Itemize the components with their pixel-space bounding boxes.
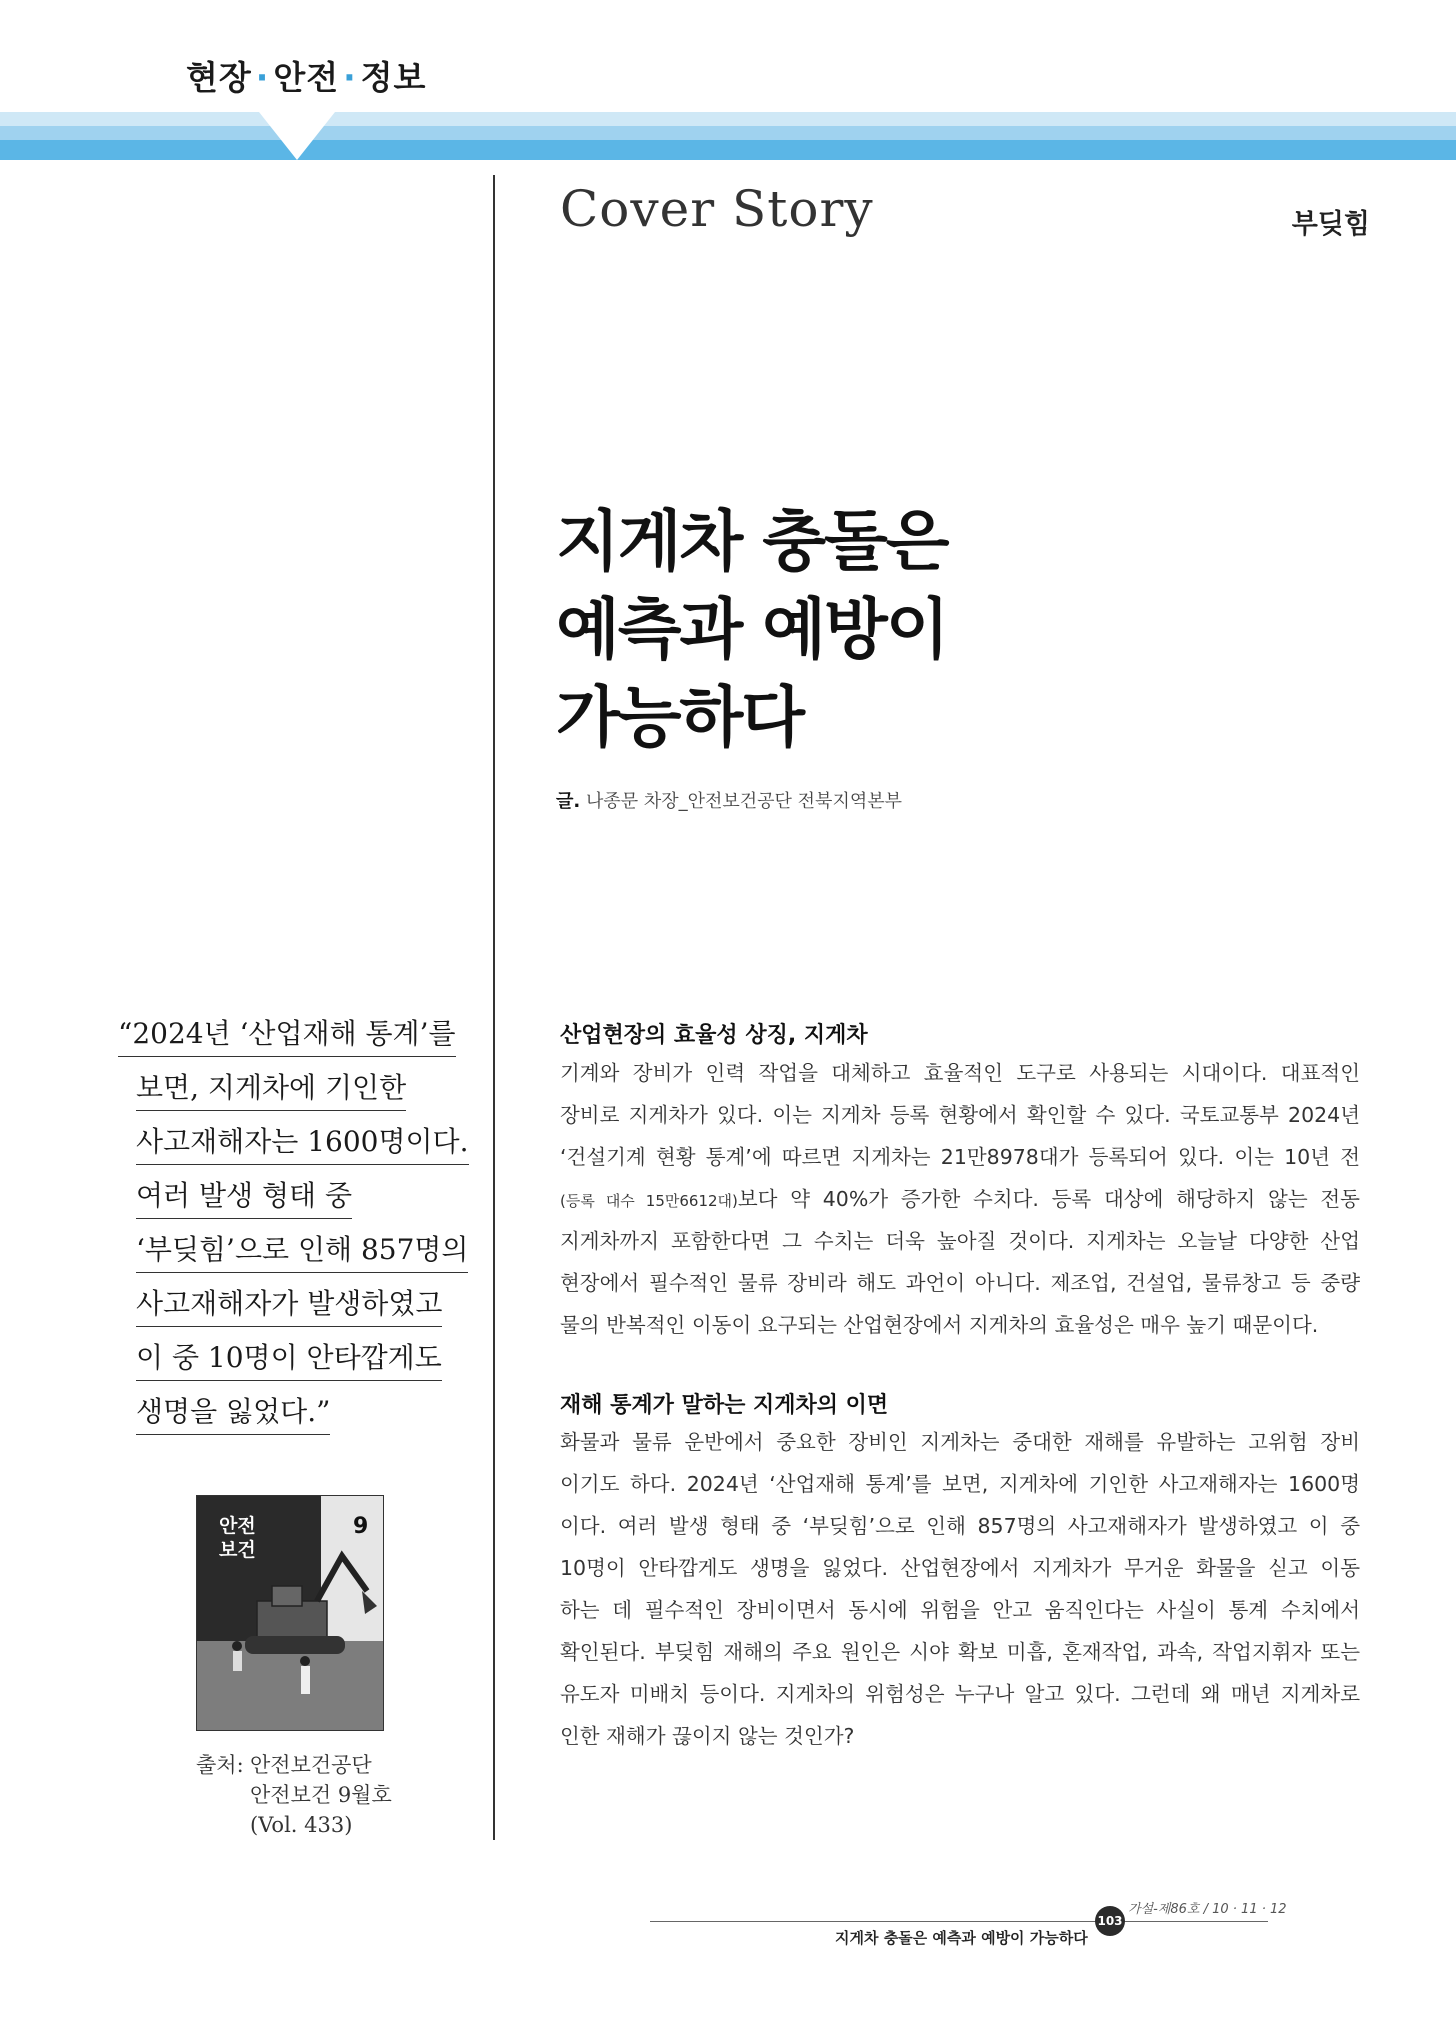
quote-line: 생명을 잃었다.” — [136, 1390, 330, 1435]
quote-line: 보면, 지게차에 기인한 — [136, 1066, 406, 1111]
paragraph-line: 현장에서 필수적인 물류 장비라 해도 과언이 아니다. 제조업, 건설업, 물류창고 등 중량 — [560, 1271, 1360, 1295]
column-divider — [493, 175, 495, 1840]
paragraph-line: 하는 데 필수적인 장비이면서 동시에 위험을 안고 움직인다는 사실이 통계 수치에서 — [560, 1598, 1360, 1622]
paragraph — [560, 1421, 1360, 1757]
byline-text: 나종문 차장_안전보건공단 전북지역본부 — [580, 791, 902, 812]
section-header — [186, 52, 426, 99]
title-line: 예측과 예방이 — [556, 591, 948, 668]
header-band-mid — [0, 126, 1456, 140]
source-lines — [250, 1750, 392, 1840]
paragraph-line: 기계와 장비가 인력 작업을 대체하고 효율적인 도구로 사용되는 시대이다. 대표적인 — [560, 1061, 1360, 1085]
paragraph-line: 유도자 미배치 등이다. 지게차의 위험성은 누구나 알고 있다. 그런데 왜 매년 지게차로 — [560, 1682, 1360, 1706]
pull-quote — [118, 1012, 478, 1444]
source-line: (Vol. 433) — [250, 1813, 353, 1837]
source-label: 출처: — [196, 1753, 244, 1777]
header-band-light — [0, 112, 1456, 126]
separator-dot: · — [255, 58, 270, 97]
section-heading: 재해 통계가 말하는 지게차의 이면 — [560, 1393, 889, 1418]
article-title — [556, 498, 948, 762]
paragraph-line: ‘건설기계 현황 통계’에 따르면 지게차는 21만8978대가 등록되어 있다. 이는 10년 전 — [560, 1145, 1360, 1169]
cover-title-line: 안전 — [219, 1515, 256, 1537]
header-band-dark — [0, 140, 1456, 160]
quote-line: ‘부딪힘’으로 인해 857명의 — [136, 1228, 468, 1273]
section-header-part2: 안전 — [273, 58, 340, 97]
byline — [556, 787, 902, 813]
paragraph-line: 지게차까지 포함한다면 그 수치는 더욱 높아질 것이다. 지게차는 오늘날 다양한 산업 — [560, 1229, 1360, 1253]
issue-info: 가설-제86호 / 10 · 11 · 12 — [1128, 1902, 1287, 1917]
cover-story-label: Cover Story — [560, 180, 874, 238]
paragraph-line: 장비로 지게차가 있다. 이는 지게차 등록 현황에서 확인할 수 있다. 국토교통부 2024년 — [560, 1103, 1360, 1127]
title-line: 가능하다 — [556, 679, 804, 756]
section-heading: 산업현장의 효율성 상징, 지게차 — [560, 1023, 868, 1048]
header-notch — [259, 112, 335, 160]
paragraph-line: 확인된다. 부딪힘 재해의 주요 원인은 시야 확보 미흡, 혼재작업, 과속, 작업지휘자 또는 — [560, 1640, 1360, 1664]
paragraph-line: 이기도 하다. 2024년 ‘산업재해 통계’를 보면, 지게차에 기인한 사고재해자는 1600명 — [560, 1472, 1360, 1496]
quote-line: 사고재해자가 발생하였고 — [136, 1282, 442, 1327]
section-header-part3: 정보 — [360, 58, 427, 97]
paragraph-line: 10명이 안타깝게도 생명을 잃었다. 산업현장에서 지게차가 무거운 화물을 싣고 이동 — [560, 1556, 1360, 1580]
byline-label: 글. — [556, 791, 581, 812]
quote-line: 사고재해자는 1600명이다. — [136, 1120, 469, 1165]
cover-issue-number: 9 — [353, 1514, 369, 1539]
section-header-part1: 현장 — [186, 58, 252, 97]
section-tag: 부딪힘 — [1291, 209, 1370, 240]
page-number: 103 — [1095, 1906, 1125, 1936]
source-line: 안전보건공단 — [250, 1753, 372, 1777]
magazine-cover-image — [196, 1495, 384, 1731]
paragraph-line: 물의 반복적인 이동이 요구되는 산업현장에서 지게차의 효율성은 매우 높기 때문이다. — [560, 1313, 1319, 1337]
paragraph-line: 인한 재해가 끊이지 않는 것인가? — [560, 1724, 855, 1748]
quote-line: 이 중 10명이 안타깝게도 — [136, 1336, 442, 1381]
paragraph-line-text: 보다 약 40%가 증가한 수치다. 등록 대상에 해당하지 않는 전동 — [737, 1187, 1360, 1211]
cover-title-line: 보건 — [219, 1539, 256, 1561]
paragraph — [560, 1052, 1360, 1346]
excavator-illustration — [197, 1496, 383, 1730]
separator-dot: · — [343, 58, 357, 97]
inline-note: (등록 대수 15만6612대) — [560, 1192, 738, 1210]
source-line: 안전보건 9월호 — [250, 1783, 392, 1807]
paragraph-line — [560, 1178, 1360, 1220]
paragraph-line: 화물과 물류 운반에서 중요한 장비인 지게차는 중대한 재해를 유발하는 고위험 장비 — [560, 1430, 1360, 1454]
footer-title: 지게차 충돌은 예측과 예방이 가능하다 — [835, 1929, 1088, 1947]
quote-line: 여러 발생 형태 중 — [136, 1174, 352, 1219]
title-line: 지게차 충돌은 — [556, 503, 948, 580]
quote-line: “2024년 ‘산업재해 통계’를 — [118, 1012, 456, 1057]
paragraph-line: 이다. 여러 발생 형태 중 ‘부딪힘’으로 인해 857명의 사고재해자가 발생하였고 이 중 — [560, 1514, 1360, 1538]
footer-rule — [650, 1921, 1268, 1922]
